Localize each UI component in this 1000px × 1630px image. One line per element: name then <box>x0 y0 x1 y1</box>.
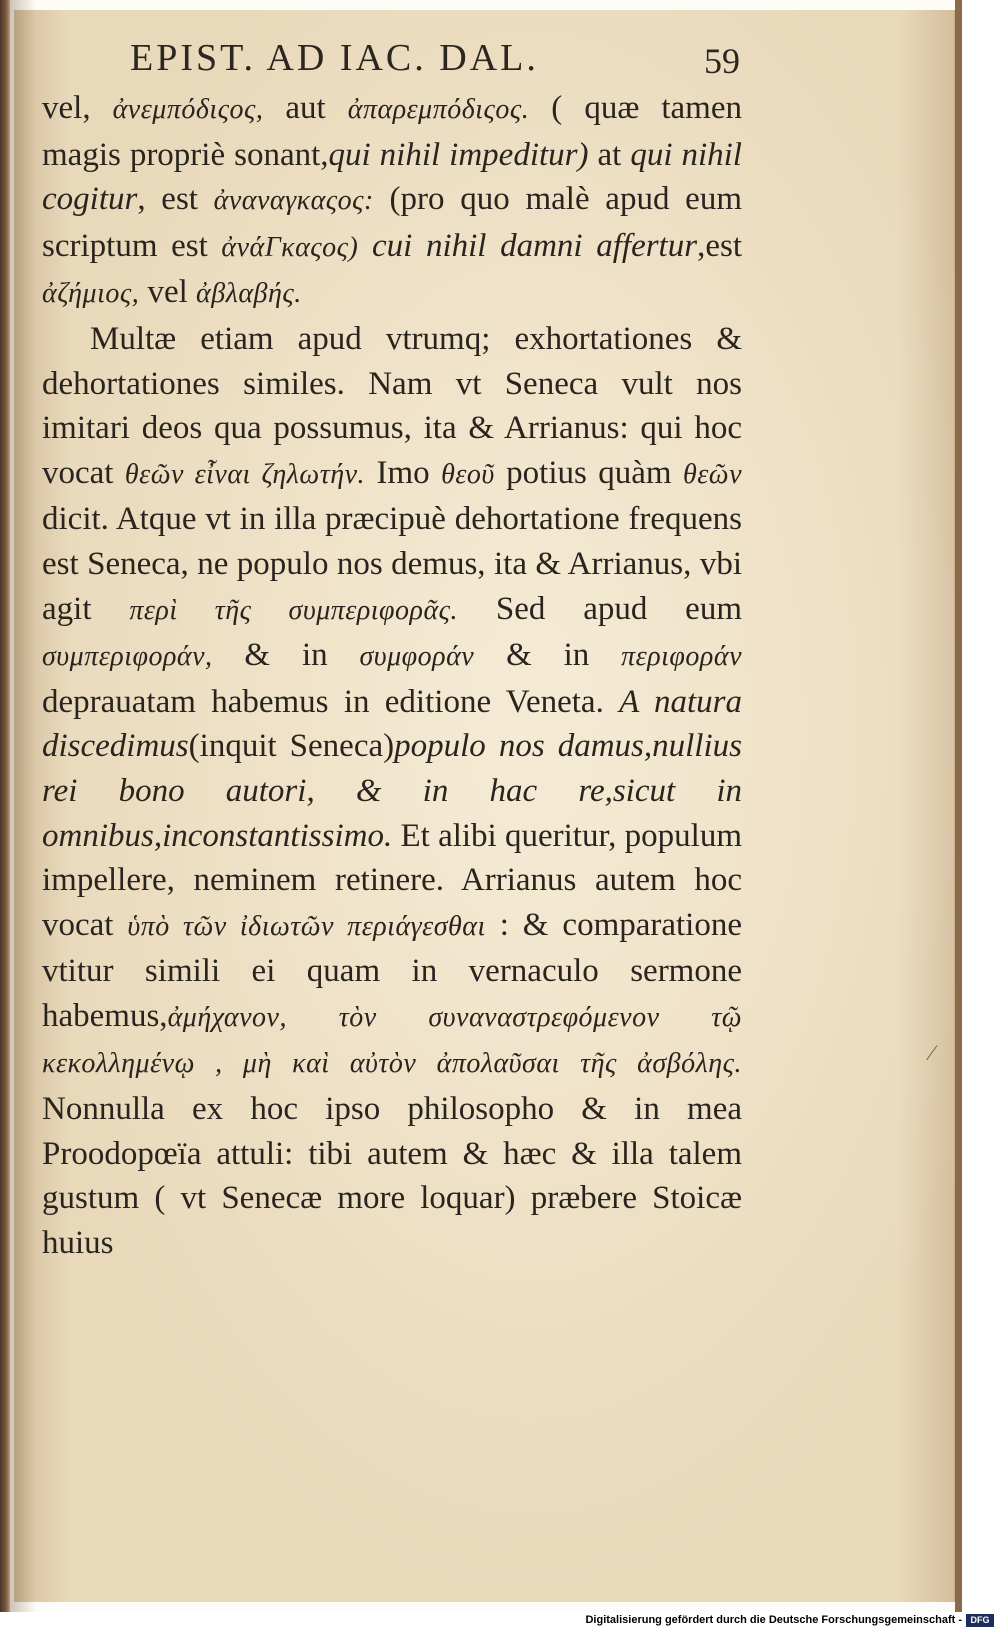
book-edge <box>0 0 10 1612</box>
greek-term: ἀνεμπόδιςος, <box>112 94 264 125</box>
gutter-shadow <box>10 0 36 1612</box>
greek-term: θεῶν <box>683 458 742 490</box>
greek-term: θεοῦ <box>441 458 495 490</box>
text-run: deprauatam habemus in editione Veneta. <box>42 683 620 720</box>
greek-term: συμπεριφοράν, <box>42 641 213 673</box>
running-head <box>130 36 740 86</box>
text-run: potius quàm <box>494 454 684 491</box>
text-run: , est <box>137 181 214 218</box>
text-run: aut <box>263 90 348 126</box>
greek-term: συμφοράν <box>359 641 475 673</box>
footer-bar <box>0 1612 1000 1630</box>
body-text <box>42 86 742 1265</box>
italic-phrase: qui nihil cogitur <box>42 136 742 218</box>
text-run <box>358 228 372 264</box>
page-edge-border <box>955 0 962 1612</box>
italic-phrase: A natura discedimus <box>42 683 742 765</box>
text-run: (inquit Seneca) <box>188 728 395 765</box>
greek-term: ἀπαρεμπόδιςος. <box>347 94 530 125</box>
greek-term: περιφοράν <box>621 641 742 673</box>
italic-phrase: qui nihil impeditur) <box>328 136 589 173</box>
text-run: ( quæ tamen magis propriè sonant, <box>42 90 742 173</box>
greek-term: ἀναναγκαςος: <box>213 185 374 217</box>
greek-term: ἀβλαβής. <box>196 278 302 310</box>
greek-term: περὶ τῆς συμπεριφορᾶς. <box>129 594 459 626</box>
greek-term: θεῶν εἶναι ζηλωτήν. <box>124 458 366 490</box>
paragraph-1 <box>42 86 742 317</box>
text-run: (pro quo malè apud eum scriptum est <box>42 181 742 264</box>
text-run: vel, <box>42 90 91 126</box>
text-run: : & comparatione vtitur simili ei quam in vernaculo sermone habemus, <box>42 906 743 1034</box>
greek-term: ἀνάΓκαςος) <box>221 231 359 263</box>
text-run: Imo <box>365 454 442 491</box>
greek-term: ὑπὸ τῶν ἰδιωτῶν περιάγεσθαι <box>127 910 486 942</box>
text-run: & in <box>212 637 360 674</box>
text-run: Multæ etiam apud vtrumq; exhortationes & dehortationes similes. Nam vt Seneca vult nos imitari deos qua possumus, ita & Arrianus: qui hoc vocat <box>42 320 742 491</box>
text-run: at <box>588 136 631 173</box>
page-number: 59 <box>704 41 740 81</box>
greek-term: ἀζήμιος, <box>42 278 140 310</box>
italic-phrase: populo nos damus,nullius rei bono autori, & in hac re,sicut in omnibus,inconstantissimo. <box>42 728 742 854</box>
text-run: vel <box>139 274 197 311</box>
text-run: Et alibi queritur, populum impellere, neminem retinere. Arrianus autem hoc vocat <box>42 817 742 943</box>
paragraph-2 <box>42 317 742 1265</box>
text-run: Sed apud eum <box>458 590 742 627</box>
italic-phrase: cui nihil damni affertur <box>372 227 698 264</box>
greek-term: ἀμήχανον, τὸν συναναστρεφόμενον τῷ κεκολλημένῳ , μὴ καὶ αὐτὸν ἀπολαῦσαι τῆς ἀσβόλης. <box>42 1001 742 1080</box>
text-run: ,est <box>697 227 742 264</box>
dfg-logo-icon: DFG <box>966 1614 994 1627</box>
footer-credit: Digitalisierung gefördert durch die Deutsche Forschungsgemeinschaft - <box>585 1614 962 1626</box>
text-run: dicit. Atque vt in illa præcipuè dehortatione frequens est Seneca, ne populo nos demus, ita & Arrianus, vbi agit <box>42 501 742 627</box>
margin-mark: ⁄ <box>930 1040 934 1065</box>
running-head-title: EPIST. AD IAC. DAL. <box>130 37 539 79</box>
text-run: Nonnulla ex hoc ipso philosopho & in mea Proodopœïa attuli: tibi autem & hæc & illa talem gustum ( vt Senecæ more loquar) præbere Stoicæ huius <box>42 1091 742 1261</box>
text-run: & in <box>474 637 622 674</box>
